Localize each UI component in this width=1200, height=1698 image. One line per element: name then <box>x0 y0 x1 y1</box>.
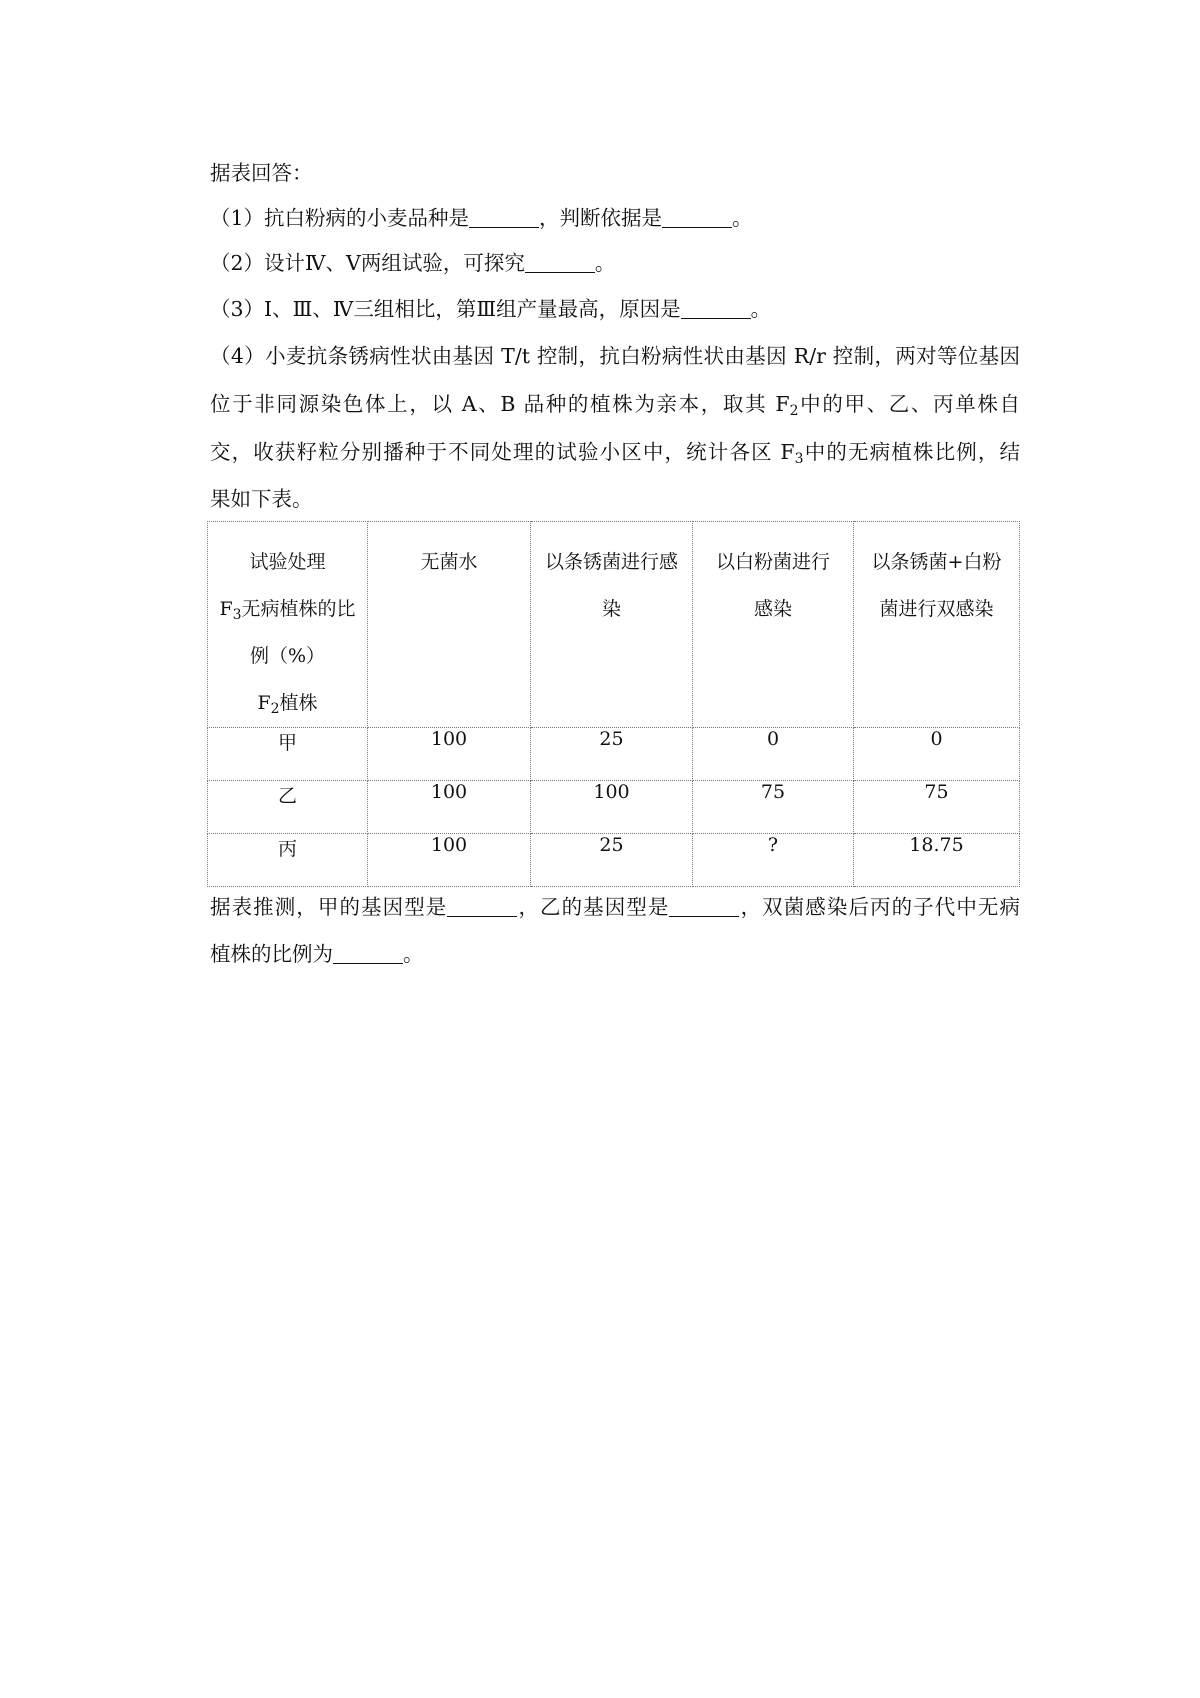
question-3 <box>210 297 1020 321</box>
table-cell: 0 <box>854 728 1020 781</box>
corner-label-f3 <box>208 586 367 633</box>
q4-line-3-text: 交，收获籽粒分别播种于不同处理的试验小区中，统计各区 F <box>210 440 795 464</box>
table-cell: 75 <box>854 781 1020 834</box>
answer-blank <box>681 298 751 319</box>
table-cell: 100 <box>368 834 531 887</box>
q4-line-2-text: 位于非同源染色体上，以 A、B 品种的植株为亲本，取其 F <box>210 392 790 416</box>
table-cell: 100 <box>368 728 531 781</box>
q1-suffix: 。 <box>732 206 753 230</box>
answer-blank <box>333 943 403 964</box>
column-header-text: 以条锈菌进行感染 <box>544 551 678 620</box>
subscript: 2 <box>789 403 799 419</box>
table-cell: 18.75 <box>854 834 1020 887</box>
after-line-1-text-end: ，双菌感染后丙的子代中无病 <box>739 895 1020 919</box>
column-header-text: 以白粉菌进行感染 <box>715 551 830 620</box>
q2-prefix: （2）设计Ⅳ、Ⅴ两组试验，可探究 <box>210 251 525 275</box>
table-cell: ? <box>693 834 854 887</box>
q4-line-1: （4）小麦抗条锈病性状由基因 T/t 控制，抗白粉病性状由基因 R/r 控制，两对等位基因 <box>210 344 1020 368</box>
q3-prefix: （3）Ⅰ、Ⅲ、Ⅳ三组相比，第Ⅲ组产量最高，原因是 <box>210 297 681 321</box>
row-label: 乙 <box>208 781 368 834</box>
answer-blank <box>525 252 595 273</box>
after-line-1-text: 据表推测，甲的基因型是 <box>210 895 448 919</box>
intro-text: 据表回答： <box>210 161 313 185</box>
row-label: 丙 <box>208 834 368 887</box>
answer-blank <box>662 207 732 228</box>
row-label: 甲 <box>208 728 368 781</box>
after-table-line-2 <box>210 942 1020 966</box>
table-cell: 25 <box>531 728 693 781</box>
corner-f3-letter: F <box>219 598 233 620</box>
answer-blank <box>447 896 517 917</box>
after-table-line-1 <box>210 895 1020 919</box>
corner-header-cell <box>208 522 368 728</box>
subscript: 3 <box>232 607 242 623</box>
q4-line-3-text-end: 中的无病植株比例，结 <box>803 440 1021 464</box>
answer-blank <box>669 896 739 917</box>
table-header-row <box>208 522 1020 728</box>
corner-label-f2 <box>208 680 367 727</box>
table-cell: 100 <box>368 781 531 834</box>
results-table <box>207 521 1020 887</box>
q1-middle: ，判断依据是 <box>539 206 663 230</box>
table-row <box>208 781 1020 834</box>
corner-label-percent: 例（%） <box>249 645 326 667</box>
column-header <box>531 522 693 728</box>
after-line-2-text: 植株的比例为 <box>210 942 333 966</box>
q4-line-4: 果如下表。 <box>210 487 313 511</box>
answer-blank <box>469 207 539 228</box>
q3-suffix: 。 <box>750 297 772 321</box>
subscript: 3 <box>794 451 804 467</box>
table-row <box>208 728 1020 781</box>
after-line-1-text-mid: ，乙的基因型是 <box>517 895 670 919</box>
column-header-text: 以条锈菌+白粉菌进行双感染 <box>871 551 1002 620</box>
corner-label-treatment: 试验处理 <box>249 551 326 573</box>
table-cell: 25 <box>531 834 693 887</box>
table-row <box>208 834 1020 887</box>
column-header <box>368 522 531 728</box>
after-line-2-text-end: 。 <box>403 942 424 966</box>
table-cell: 0 <box>693 728 854 781</box>
column-header <box>693 522 854 728</box>
question-1 <box>210 206 1020 230</box>
q4-line-2 <box>210 392 1020 419</box>
column-header <box>854 522 1020 728</box>
corner-f2-letter: F <box>257 692 271 714</box>
table-cell: 100 <box>531 781 693 834</box>
q1-prefix: （1）抗白粉病的小麦品种是 <box>210 206 470 230</box>
q4-line-3 <box>210 440 1021 467</box>
q2-suffix: 。 <box>594 251 616 275</box>
corner-f2-text: 植株 <box>279 692 318 714</box>
column-header-text: 无菌水 <box>420 551 478 573</box>
corner-f3-text: 无病植株的比 <box>241 598 356 620</box>
table-cell: 75 <box>693 781 854 834</box>
question-2 <box>210 251 1020 275</box>
subscript: 2 <box>270 701 280 717</box>
q4-line-2-text-end: 中的甲、乙、丙单株自 <box>798 392 1020 416</box>
